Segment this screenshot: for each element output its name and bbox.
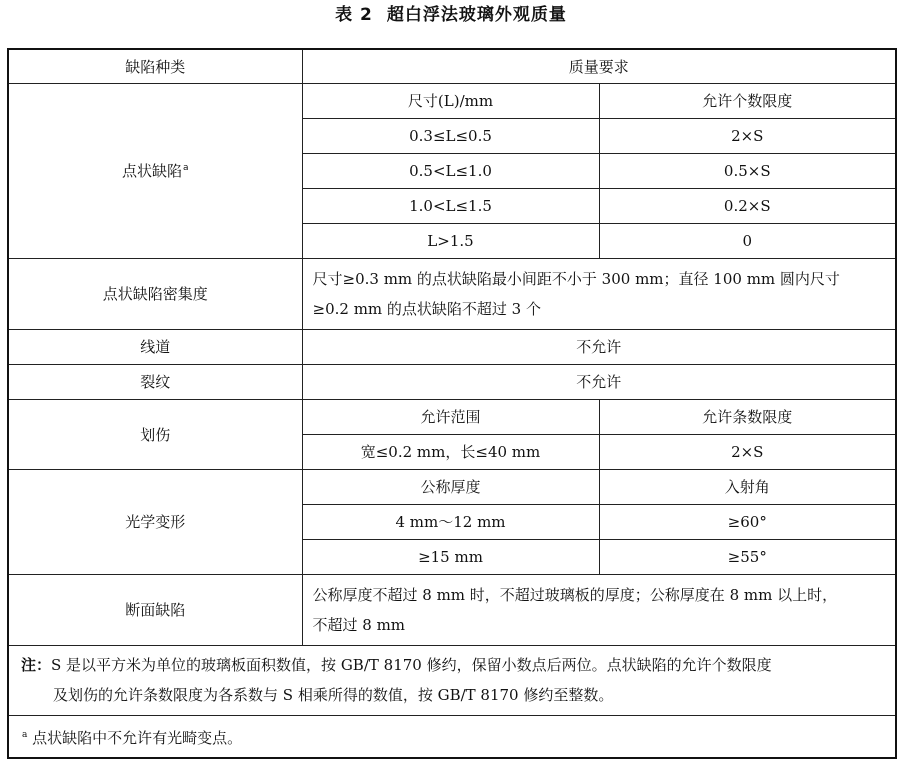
- angle-cell: ≥60°: [599, 504, 896, 539]
- appearance-quality-table: [7, 48, 897, 759]
- scratch-subheader-row: [8, 399, 896, 434]
- edge-defect-row: [8, 574, 896, 645]
- density-requirement: [302, 258, 896, 329]
- density-line-2: ≥0.2 mm 的点状缺陷不超过 3 个: [312, 299, 541, 318]
- optical-distortion-label: 光学变形: [8, 469, 302, 574]
- header-defect-type: 缺陷种类: [8, 49, 302, 83]
- allowed-scratch-count-header: 允许条数限度: [599, 399, 896, 434]
- scratch-count-cell: 2×S: [599, 434, 896, 469]
- header-quality-requirement: 质量要求: [302, 49, 896, 83]
- note-row: [8, 645, 896, 715]
- allowed-range-header: 允许范围: [302, 399, 599, 434]
- note-label: 注：: [21, 656, 52, 674]
- optical-subheader-row: [8, 469, 896, 504]
- point-defect-label-text: 点状缺陷: [121, 162, 182, 180]
- edge-defect-label: 断面缺陷: [8, 574, 302, 645]
- allowed-count-header: 允许个数限度: [599, 83, 896, 118]
- density-line-1: 尺寸≥0.3 mm 的点状缺陷最小间距不小于 300 mm；直径 100 mm 圆内尺寸: [312, 269, 840, 288]
- table-number: 表 2: [335, 5, 373, 25]
- crack-value: 不允许: [302, 364, 896, 399]
- size-cell: 1.0<L≤1.5: [302, 188, 599, 223]
- crack-label: 裂纹: [8, 364, 302, 399]
- count-cell: 0.5×S: [599, 153, 896, 188]
- table-caption: [0, 0, 902, 30]
- nominal-thickness-header: 公称厚度: [302, 469, 599, 504]
- thickness-cell: 4 mm～12 mm: [302, 504, 599, 539]
- thickness-cell: ≥15 mm: [302, 539, 599, 574]
- size-cell: 0.5<L≤1.0: [302, 153, 599, 188]
- edge-line-1: 公称厚度不超过 8 mm 时，不超过玻璃板的厚度；公称厚度在 8 mm 以上时，: [312, 585, 838, 604]
- line-defect-row: [8, 329, 896, 364]
- angle-cell: ≥55°: [599, 539, 896, 574]
- point-defect-label: [8, 83, 302, 258]
- footnote-mark: a: [183, 163, 189, 173]
- count-cell: 2×S: [599, 118, 896, 153]
- footnote-row: [8, 715, 896, 758]
- incidence-angle-header: 入射角: [599, 469, 896, 504]
- table-note: [8, 645, 896, 715]
- edge-defect-requirement: [302, 574, 896, 645]
- table-footnote: [8, 715, 896, 758]
- note-text-1: S 是以平方米为单位的玻璃板面积数值，按 GB/T 8170 修约，保留小数点后两位。点状缺陷的允许个数限度: [51, 656, 772, 674]
- size-cell: L>1.5: [302, 223, 599, 258]
- line-defect-value: 不允许: [302, 329, 896, 364]
- header-row: [8, 49, 896, 83]
- footnote-mark-a: a: [22, 729, 28, 740]
- edge-line-2: 不超过 8 mm: [312, 615, 406, 634]
- density-row: [8, 258, 896, 329]
- line-defect-label: 线道: [8, 329, 302, 364]
- note-text-2: 及划伤的允许条数限度为各系数与 S 相乘所得的数值，按 GB/T 8170 修约至整数。: [53, 686, 614, 704]
- point-defect-subheader-row: [8, 83, 896, 118]
- table-title: 超白浮法玻璃外观质量: [386, 5, 567, 25]
- count-cell: 0: [599, 223, 896, 258]
- note-line-1: [21, 650, 883, 680]
- crack-row: [8, 364, 896, 399]
- scratch-label: 划伤: [8, 399, 302, 469]
- scratch-range-cell: 宽≤0.2 mm，长≤40 mm: [302, 434, 599, 469]
- size-header: 尺寸(L)/mm: [302, 83, 599, 118]
- size-cell: 0.3≤L≤0.5: [302, 118, 599, 153]
- count-cell: 0.2×S: [599, 188, 896, 223]
- footnote-text: 点状缺陷中不允许有光畸变点。: [32, 728, 243, 747]
- density-label: 点状缺陷密集度: [8, 258, 302, 329]
